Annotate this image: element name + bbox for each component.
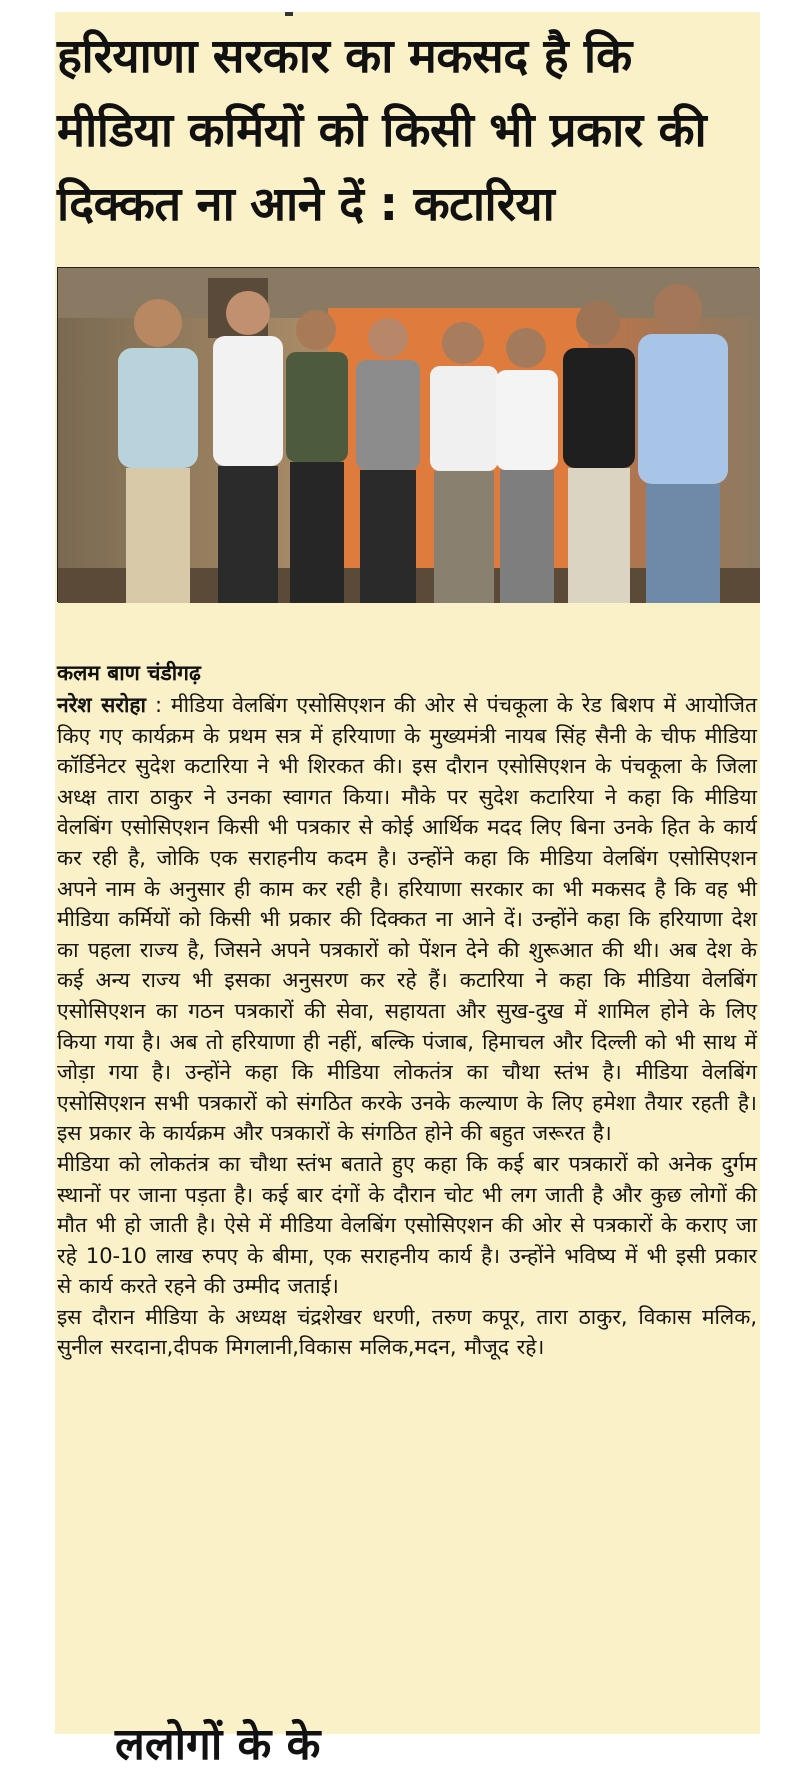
article-headline: हरियाणा सरकार का मकसद है कि मीडिया कर्मियों को किसी भी प्रकार की दिक्कत ना आने दें : कटारिया (57, 29, 707, 232)
newspaper-clipping (55, 12, 760, 1770)
article-byline: नरेश सरोहा (57, 693, 146, 717)
paragraph-text: : मीडिया वेलबिंग एसोसिएशन की ओर से पंचकूला के रेड बिशप में आयोजित किए गए कार्यक्रम के प्रथम सत्र में हरियाणा के मुख्यमंत्री नायब सिंह सैनी के चीफ मीडिया कॉर्डिनेटर सुदेश कटारिया ने भी शिरकत की। इस दौरान एसोसिएशन के पंचकूला के जिला अध्क्ष तारा ठाकुर ने उनका स्वागत किया। मौके पर सुदेश कटारिया ने कहा कि मीडिया वेलबिंग एसोसिएशन किसी भी पत्रकार से कोई आर्थिक मदद लिए बिना उनके हित के कार्य कर रही है, जोकि एक सराहनीय कदम है। उन्होंने कहा कि मीडिया वेलबिंग एसोसिएशन अपने नाम के अनुसार ही काम कर रही है। हरियाणा सरकार का भी मकसद है कि वह भी मीडिया कर्मियों को किसी भी प्रकार की दिक्कत ना आने दें। उन्होंने कहा कि हरियाणा देश का पहला राज्य है, जिसने अपने पत्रकारों को पेंशन देने की शुरूआत की थी। अब देश के कई अन्य राज्य भी इसका अनुसरण कर रहे हैं। कटारिया ने कहा कि मीडिया वेलबिंग एसोसिएशन का गठन पत्रकारों की सेवा, सहायता और सुख-दुख में शामिल होने के लिए किया गया है। अब तो हरियाणा ही नहीं, बल्कि पंजाब, हिमाचल और दिल्ली को भी साथ में जोड़ा गया है। उन्होंने कहा कि मीडिया लोकतंत्र का चौथा स्तंभ है। मीडिया वेलबिंग एसोसिएशन सभी पत्रकारों को संगठित करके उनके कल्याण के लिए हमेशा तैयार रहती है। इस प्रकार के कार्यक्रम और पत्रकारों के संगठित होने की बहुत जरूरत है। (57, 693, 757, 1146)
cut-mark (285, 12, 293, 16)
article-dateline: कलम बाण चंडीगढ़ (57, 661, 201, 685)
article-body (57, 690, 757, 1363)
article-paragraph: इस दौरान मीडिया के अध्यक्ष चंद्रशेखर धरणी, तरुण कपूर, तारा ठाकुर, विकास मलिक, सुनील सरदाना,दीपक मिगलानी,विकास मलिक,मदन, मौजूद रहे। (57, 1304, 757, 1360)
article-paragraph (57, 690, 757, 1149)
article-paragraph: मीडिया को लोकतंत्र का चौथा स्तंभ बताते हुए कहा कि कई बार पत्रकारों को अनेक दुर्गम स्थानों पर जाना पड़ता है। कई बार दंगों के दौरान चोट भी लग जाती है और कुछ लोगों की मौत भी हो जाती है। ऐसे में मीडिया वेलबिंग एसोसिएशन की ओर से पत्रकारों के कराए जा रहे 10-10 लाख रुपए के बीमा, एक सराहनीय कार्य है। उन्होंने भविष्य में भी इसी प्रकार से कार्य करते रहने की उम्मीद जताई। (57, 1151, 757, 1299)
group-photo (57, 267, 759, 602)
group-photo-icon (58, 268, 760, 603)
next-article-headline: ललोगों के के (115, 1719, 321, 1770)
